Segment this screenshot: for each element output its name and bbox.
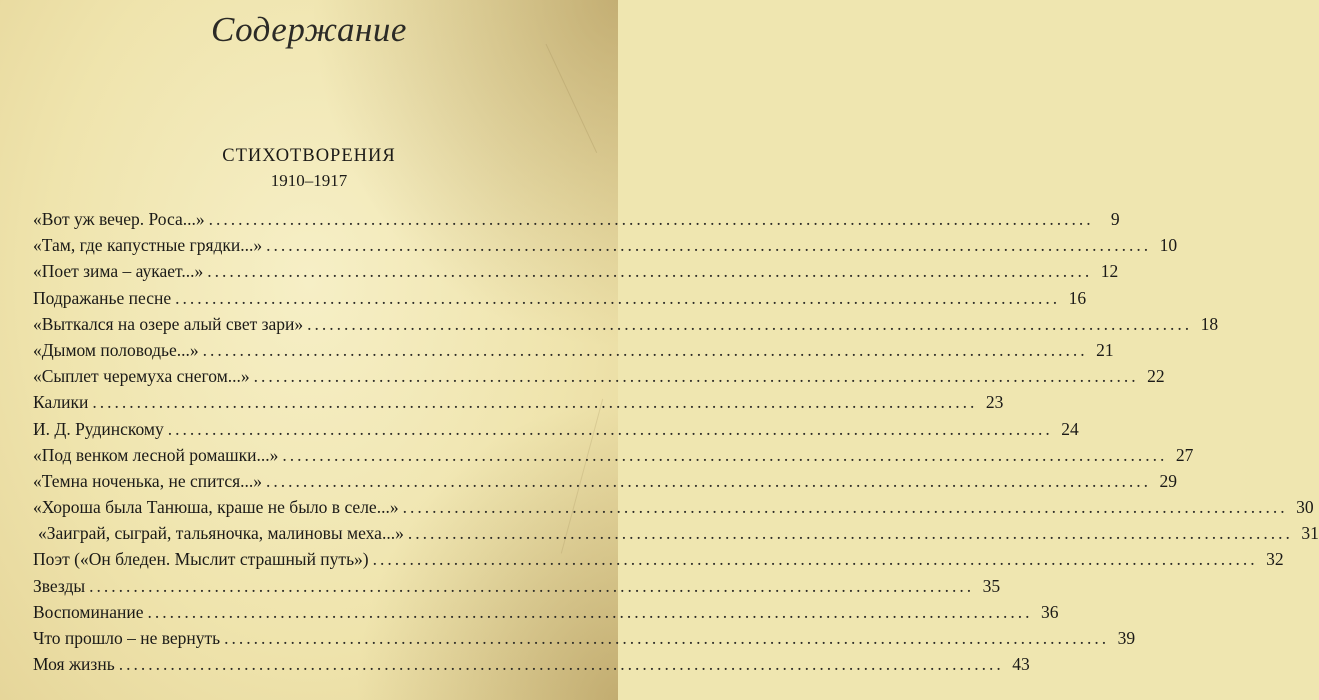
dot-leader: ........................................................................................................................ (266, 470, 1152, 491)
toc-entry[interactable] (33, 573, 1001, 599)
dot-leader: ........................................................................................................................ (253, 366, 1139, 387)
toc-entry-page: 30 (1296, 497, 1314, 518)
toc-entry-title: И. Д. Рудинскому (33, 418, 164, 439)
toc-entry-title: «Хороша была Танюша, краше не было в селе...» (33, 497, 399, 518)
table-of-contents (33, 206, 1319, 677)
toc-entry-title: Калики (33, 392, 89, 413)
toc-entry-title: «Поет зима – аукает...» (33, 261, 204, 282)
section-title: СТИХОТВОРЕНИЯ (222, 146, 396, 166)
toc-entry-title: «Темна ноченька, не спится...» (33, 470, 263, 491)
toc-entry[interactable] (33, 416, 1079, 442)
toc-entry[interactable] (33, 625, 1136, 651)
toc-entry-page: 31 (1301, 523, 1319, 544)
toc-entry[interactable] (33, 206, 1120, 232)
dot-leader: ........................................................................................................................ (266, 235, 1152, 256)
toc-entry[interactable] (33, 285, 1087, 311)
toc-entry-page: 36 (1040, 601, 1059, 622)
toc-entry[interactable] (33, 363, 1165, 389)
toc-entry-title: Что прошло – не вернуть (33, 628, 221, 648)
toc-entry-page: 18 (1200, 313, 1219, 334)
dot-leader: ........................................................................................................................ (224, 628, 1110, 648)
toc-entry-title: «Дымом половодье...» (33, 339, 199, 360)
toc-entry-page: 12 (1100, 261, 1119, 282)
toc-entry[interactable] (33, 651, 1030, 677)
dot-leader: ........................................................................................................................ (175, 287, 1061, 308)
toc-entry[interactable] (33, 337, 1114, 363)
dot-leader: ........................................................................................................................ (92, 392, 978, 413)
dot-leader: ........................................................................................................................ (407, 523, 1293, 544)
dot-leader: ........................................................................................................................ (372, 549, 1258, 570)
toc-entry[interactable] (33, 599, 1059, 625)
toc-entry-title: Подражанье песне (33, 287, 172, 308)
toc-entry[interactable] (33, 494, 1314, 520)
toc-entry[interactable] (33, 468, 1178, 494)
toc-entry[interactable] (33, 520, 1319, 546)
toc-entry-page: 43 (1012, 654, 1030, 675)
toc-entry-page: 32 (1266, 549, 1284, 570)
toc-entry-title: «Заиграй, сыграй, тальяночка, малиновы меха...» (38, 523, 404, 544)
toc-entry-title: «Под венком лесной ромашки...» (33, 444, 279, 465)
toc-entry-title: «Выткался на озере алый свет зари» (33, 313, 304, 334)
toc-entry[interactable] (33, 546, 1284, 572)
dot-leader: ........................................................................................................................ (282, 444, 1168, 465)
dot-leader: ........................................................................................................................ (202, 339, 1088, 360)
toc-entry-page: 16 (1068, 287, 1087, 308)
toc-entry[interactable] (33, 389, 1004, 415)
dot-leader: ........................................................................................................................ (118, 654, 1004, 675)
toc-entry-title: Моя жизнь (33, 654, 115, 675)
toc-entry-title: Поэт («Он бледен. Мыслит страшный путь») (33, 549, 369, 570)
toc-entry[interactable] (33, 311, 1219, 337)
toc-entry[interactable] (33, 258, 1119, 284)
dot-leader: ........................................................................................................................ (167, 418, 1053, 439)
dot-leader: ........................................................................................................................ (207, 261, 1093, 282)
toc-entry-title: Звезды (33, 575, 86, 596)
toc-entry-page: 29 (1159, 470, 1178, 491)
dot-leader: ........................................................................................................................ (208, 209, 1094, 229)
toc-entry-title: «Там, где капустные грядки...» (33, 235, 263, 256)
toc-entry-page: 23 (985, 392, 1004, 413)
dot-leader: ........................................................................................................................ (402, 497, 1288, 518)
page-title: Содержание (211, 10, 407, 49)
toc-entry-page: 39 (1117, 628, 1136, 648)
section-years: 1910–1917 (270, 171, 348, 190)
dot-leader: ........................................................................................................................ (147, 601, 1033, 622)
toc-entry-page: 10 (1159, 235, 1178, 256)
toc-entry-page: 35 (982, 575, 1001, 596)
toc-entry[interactable] (33, 442, 1194, 468)
toc-entry-page: 21 (1096, 339, 1114, 360)
toc-entry-page: 22 (1147, 366, 1165, 387)
dot-leader: ........................................................................................................................ (89, 575, 975, 596)
toc-entry-page: 24 (1061, 418, 1079, 439)
toc-entry-title: Воспоминание (33, 601, 144, 622)
toc-entry-page: 27 (1175, 444, 1194, 465)
toc-entry-title: «Вот уж вечер. Роса...» (33, 209, 205, 229)
toc-entry-page: 9 (1110, 209, 1120, 229)
dot-leader: ........................................................................................................................ (307, 313, 1193, 334)
toc-entry-title: «Сыплет черемуха снегом...» (33, 366, 250, 387)
toc-entry[interactable] (33, 232, 1178, 258)
